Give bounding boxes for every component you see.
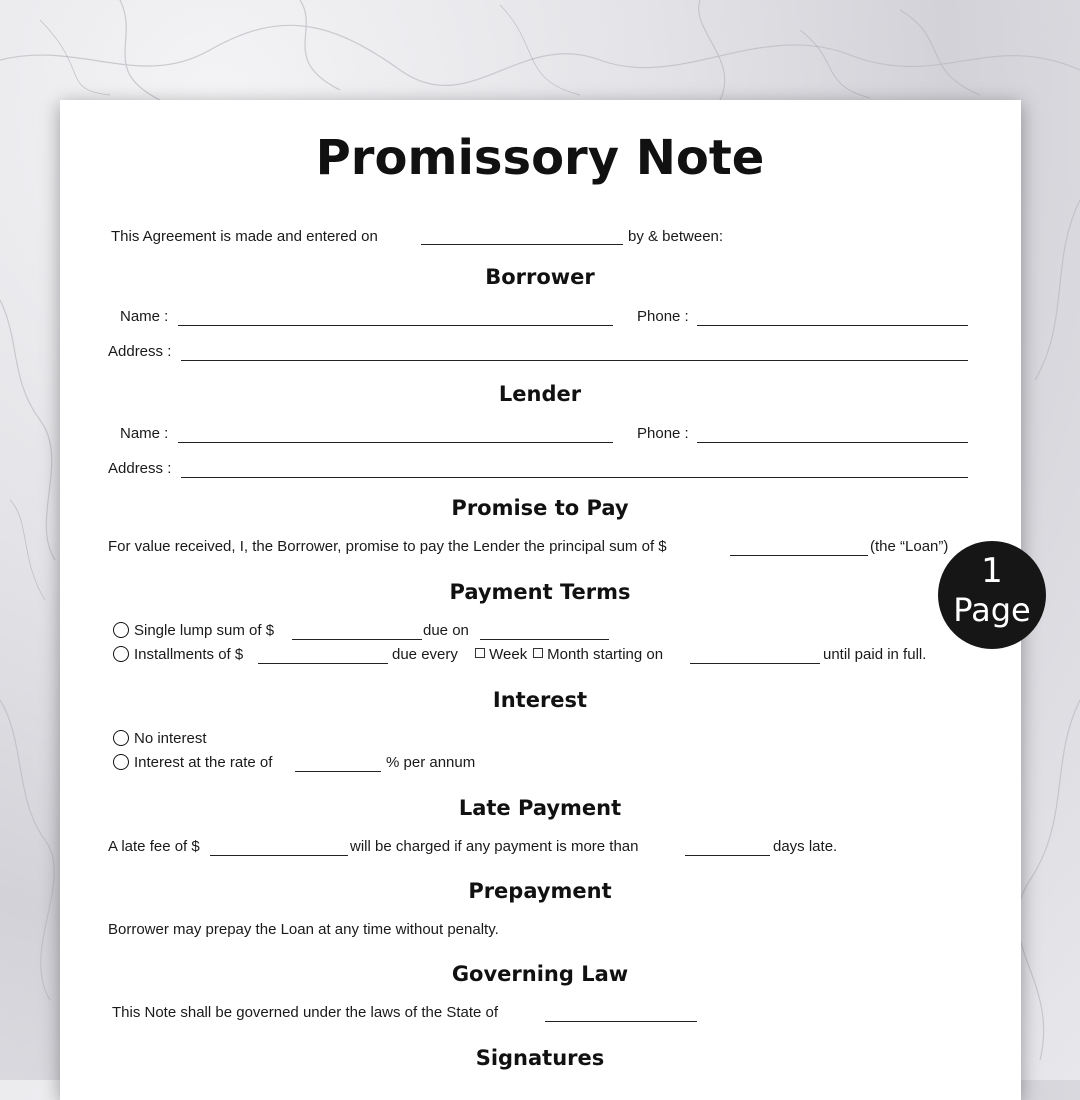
borrower-name-label: Name : [120,308,169,325]
late-fee-condition: will be charged if any payment is more than [350,838,639,855]
page-count-badge [938,541,1046,649]
lender-address-label: Address : [108,460,172,477]
interest-rate-label: Interest at the rate of [134,754,273,771]
prepayment-heading: Prepayment [468,879,612,903]
lender-address-field[interactable] [181,477,968,478]
borrower-address-field[interactable] [181,360,968,361]
borrower-phone-label: Phone : [637,308,689,325]
state-field[interactable] [545,1021,697,1022]
lump-sum-label: Single lump sum of $ [134,622,275,639]
late-payment-heading: Late Payment [458,796,622,820]
installments-radio[interactable] [113,646,129,662]
interest-rate-radio[interactable] [113,754,129,770]
promise-suffix: (the “Loan”) [870,538,949,555]
late-fee-label: A late fee of $ [108,838,200,855]
due-every-label: due every [392,646,458,663]
borrower-phone-field[interactable] [697,325,968,326]
days-late-label: days late. [773,838,838,855]
interest-rate-field[interactable] [295,771,381,772]
page-count-number: 1 [981,551,1003,591]
per-annum-label: % per annum [386,754,476,771]
lender-phone-label: Phone : [637,425,689,442]
until-paid-label: until paid in full. [823,646,927,663]
promise-heading: Promise to Pay [451,496,629,520]
lender-name-label: Name : [120,425,169,442]
no-interest-label: No interest [134,730,207,747]
governing-law-text: This Note shall be governed under the laws of the State of [112,1004,499,1021]
days-late-field[interactable] [685,855,770,856]
borrower-name-field[interactable] [178,325,613,326]
document-title: Promissory Note [315,130,765,186]
payment-terms-heading: Payment Terms [449,580,631,604]
borrower-address-label: Address : [108,343,172,360]
prepayment-text: Borrower may prepay the Loan at any time without penalty. [108,921,499,938]
lump-sum-radio[interactable] [113,622,129,638]
signatures-heading: Signatures [475,1046,605,1070]
month-checkbox[interactable] [533,648,543,658]
agreement-date-blank[interactable] [421,244,623,245]
lump-sum-due-label: due on [423,622,469,639]
lump-sum-due-date-field[interactable] [480,639,609,640]
start-date-field[interactable] [690,663,820,664]
installment-amount-field[interactable] [258,663,388,664]
week-option[interactable] [475,646,527,664]
intro-suffix: by & between: [628,228,724,245]
promise-text: For value received, I, the Borrower, promise to pay the Lender the principal sum of $ [108,538,667,555]
week-label: Week [489,646,528,663]
week-checkbox[interactable] [475,648,485,658]
page-count-label: Page [953,591,1031,629]
lender-heading: Lender [498,382,582,406]
governing-law-heading: Governing Law [451,962,629,986]
intro-text: This Agreement is made and entered on [111,228,378,245]
lump-sum-amount-field[interactable] [292,639,422,640]
no-interest-radio[interactable] [113,730,129,746]
borrower-heading: Borrower [485,265,595,289]
lender-name-field[interactable] [178,442,613,443]
late-fee-amount-field[interactable] [210,855,348,856]
lender-phone-field[interactable] [697,442,968,443]
interest-heading: Interest [492,688,588,712]
principal-amount-field[interactable] [730,555,868,556]
month-label: Month starting on [547,646,664,663]
installments-label: Installments of $ [134,646,244,663]
month-option[interactable] [533,646,663,664]
